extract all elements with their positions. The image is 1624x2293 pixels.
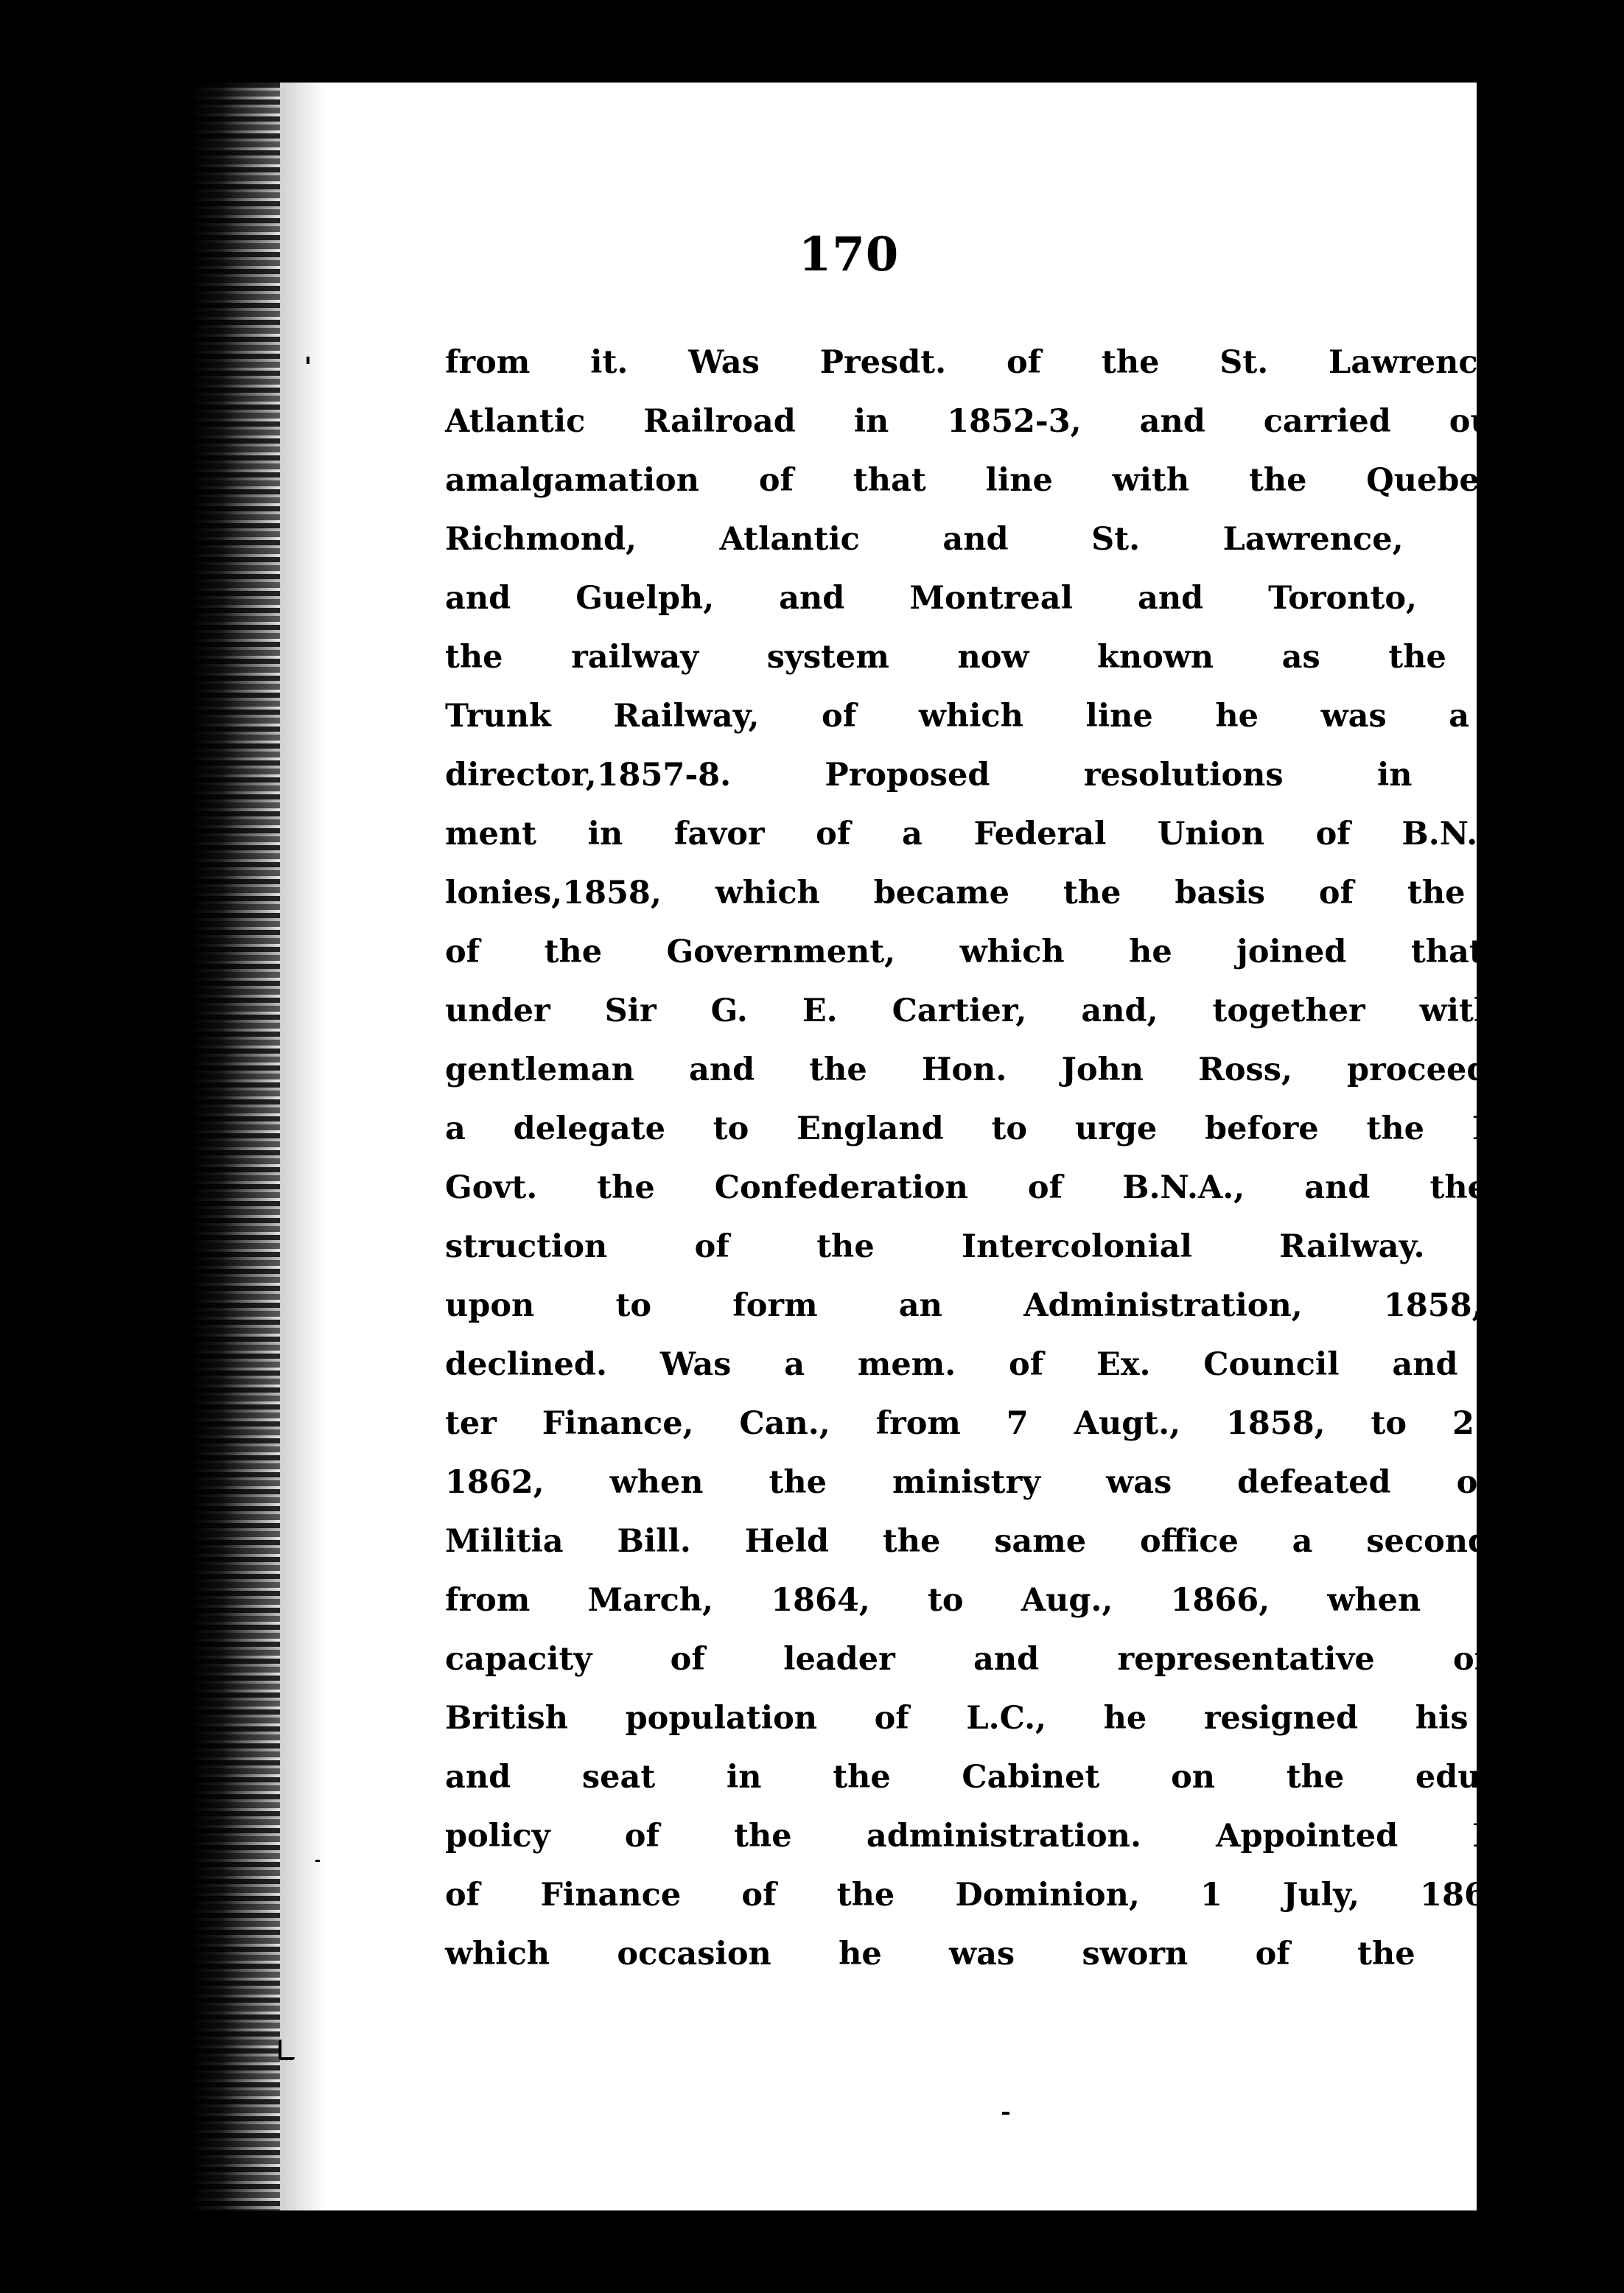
text-line: under Sir G. E. Cartier, and, together with that	[445, 993, 1624, 1029]
text-line: struction of the Intercolonial Railway. Called	[445, 1228, 1624, 1265]
scan-speck	[1002, 2112, 1009, 2115]
text-line: from March, 1864, to Aug., 1866, when in his	[445, 1582, 1624, 1619]
text-line: of Finance of the Dominion, 1 July, 1867, on	[445, 1877, 1624, 1914]
text-line: which occasion he was sworn of the Queen's	[445, 1936, 1624, 1972]
text-line: British population of L.C., he resigned his office	[445, 1700, 1624, 1737]
text-line: Richmond, Atlantic and St. Lawrence, Toronto	[445, 521, 1624, 558]
body-text	[445, 333, 1624, 1984]
text-line: Militia Bill. Held the same office a second time	[445, 1523, 1624, 1560]
text-line: Govt. the Confederation of B.N.A., and the con-	[445, 1169, 1624, 1206]
text-line: a delegate to England to urge before the Imperial	[445, 1110, 1624, 1147]
text-line: and Guelph, and Montreal and Toronto, forming	[445, 580, 1624, 617]
text-line: capacity of leader and representative of the	[445, 1641, 1624, 1678]
binding-shadow	[192, 83, 280, 2210]
text-line: policy of the administration. Appointed Minister	[445, 1818, 1624, 1855]
binding-shadow-fade	[280, 83, 324, 2210]
text-line: Atlantic Railroad in 1852-3, and carried out the	[445, 403, 1624, 440]
text-line: ter Finance, Can., from 7 Augt., 1858, to 21 May,	[445, 1405, 1624, 1442]
text-line: upon to form an Administration, 1858, but	[445, 1287, 1624, 1324]
scan-speck	[279, 2040, 295, 2060]
text-line: and seat in the Cabinet on the educational	[445, 1759, 1624, 1796]
text-line: amalgamation of that line with the Quebec and	[445, 462, 1624, 499]
text-line: declined. Was a mem. of Ex. Council and Minis-	[445, 1346, 1624, 1383]
scan-speck	[315, 1860, 320, 1862]
book-page	[192, 83, 1624, 2210]
text-line: the railway system now known as the Grand	[445, 639, 1624, 676]
text-line: director,1857-8. Proposed resolutions in Parlia-	[445, 757, 1624, 794]
page-number: 170	[798, 227, 900, 282]
text-line: of the Government, which he joined that year	[445, 934, 1624, 970]
text-line: from it. Was Presdt. of the St. Lawrence and	[445, 344, 1624, 381]
scan-speck	[307, 357, 309, 364]
text-line: gentleman and the Hon. John Ross, proceeded as	[445, 1051, 1624, 1088]
text-line: ment in favor of a Federal Union of B.N.A. Co-	[445, 816, 1624, 853]
text-line: lonies,1858, which became the basis of the policy	[445, 875, 1624, 911]
scan-speck	[1226, 2228, 1228, 2230]
text-line: 1862, when the ministry was defeated on the	[445, 1464, 1624, 1501]
text-line: Trunk Railway, of which line he was a Govt.	[445, 698, 1624, 735]
